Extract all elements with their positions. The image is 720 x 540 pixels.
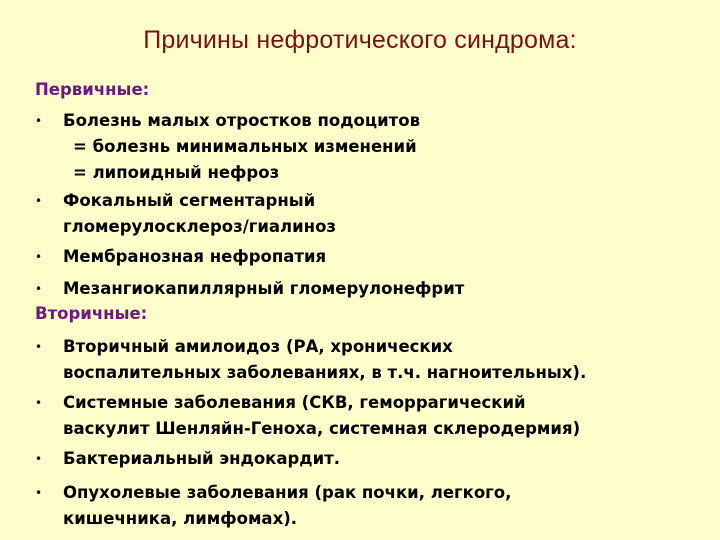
item-line: васкулит Шенляйн-Геноха, системная склеродермия) [63,419,581,438]
item-line: = болезнь минимальных изменений [73,137,417,156]
item-line: Мембранозная нефропатия [63,247,327,266]
item-line: кишечника, лимфомах). [63,509,298,528]
item-line: = липоидный нефроз [73,163,280,182]
item-line: Мезангиокапиллярный гломерулонефрит [63,279,465,298]
bullet-icon: • [35,340,43,354]
section-heading-secondary: Вторичные: [35,304,148,323]
bullet-icon: • [35,114,43,128]
item-line: воспалительных заболеваниях, в т.ч. нагноительных). [63,363,587,382]
section-heading-primary: Первичные: [35,80,150,99]
bullet-icon: • [35,250,43,264]
item-line: гломерулосклероз/гиалиноз [63,217,337,236]
item-line: Опухолевые заболевания (рак почки, легкого, [63,483,512,502]
item-line: Бактериальный эндокардит. [63,449,341,468]
bullet-icon: • [35,452,43,466]
slide-title: Причины нефротического синдрома: [143,26,577,54]
bullet-icon: • [35,194,43,208]
item-line: Болезнь малых отростков подоцитов [63,111,421,130]
item-line: Системные заболевания (СКВ, геморрагический [63,393,526,412]
bullet-icon: • [35,282,43,296]
bullet-icon: • [35,486,43,500]
item-line: Фокальный сегментарный [63,191,316,210]
bullet-icon: • [35,396,43,410]
item-line: Вторичный амилоидоз (РА, хронических [63,337,453,356]
